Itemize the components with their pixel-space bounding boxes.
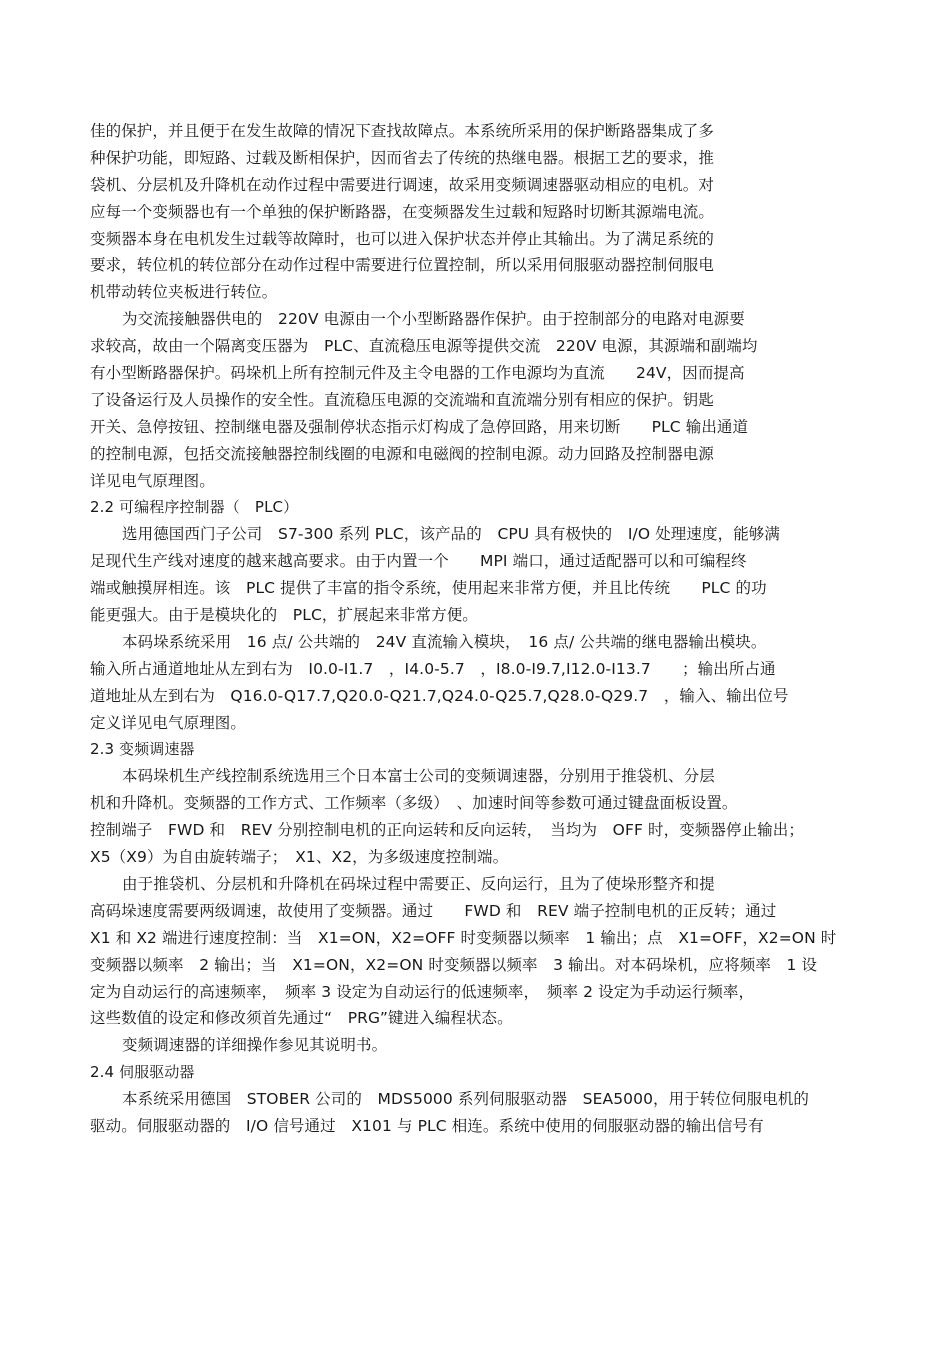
- paragraph-line: 本码垛机生产线控制系统选用三个日本富士公司的变频调速器，分别用于推袋机、分层: [122, 767, 715, 786]
- paragraph-line: 定义详见电气原理图。: [90, 713, 247, 732]
- paragraph-line: 了设备运行及人员操作的安全性。直流稳压电源的交流端和直流端分别有相应的保护。钥匙: [90, 390, 715, 409]
- paragraph-line: 应每一个变频器也有一个单独的保护断路器，在变频器发生过载和短路时切断其源端电流。: [90, 202, 715, 221]
- section-heading: 2.3 变频调速器: [90, 740, 195, 759]
- paragraph-line: 选用德国西门子公司 S7-300 系列 PLC，该产品的 CPU 具有极快的 I/O 处理速度，能够满: [122, 525, 781, 544]
- paragraph-line: 变频调速器的详细操作参见其说明书。: [122, 1036, 388, 1055]
- paragraph-line: 高码垛速度需要两级调速，故使用了变频器。通过 FWD 和 REV 端子控制电机的正反转；通过: [90, 901, 777, 920]
- paragraph-line: 机和升降机。变频器的工作方式、工作频率（多级） 、加速时间等参数可通过键盘面板设置。: [90, 794, 738, 813]
- paragraph-line: 机带动转位夹板进行转位。: [90, 283, 278, 302]
- paragraph-line: 输入所占通道地址从左到右为 I0.0-I1.7 ，I4.0-5.7 ，I8.0-I9.7,I12.0-I13.7 ；输出所占通: [90, 659, 776, 678]
- paragraph-line: 详见电气原理图。: [90, 471, 215, 490]
- paragraph-line: 能更强大。由于是模块化的 PLC，扩展起来非常方便。: [90, 606, 478, 625]
- paragraph-line: X5（X9）为自由旋转端子； X1、X2，为多级速度控制端。: [90, 848, 509, 867]
- paragraph-line: 端或触摸屏相连。该 PLC 提供了丰富的指令系统，使用起来非常方便，并且比传统 PLC 的功: [90, 579, 767, 598]
- paragraph-line: X1 和 X2 端进行速度控制：当 X1=ON，X2=OFF 时变频器以频率 1 输出；点 X1=OFF，X2=ON 时: [90, 928, 837, 947]
- paragraph-line: 为交流接触器供电的 220V 电源由一个小型断路器作保护。由于控制部分的电路对电源要: [122, 310, 745, 329]
- paragraph-line: 佳的保护，并且便于在发生故障的情况下查找故障点。本系统所采用的保护断路器集成了多: [90, 122, 715, 140]
- paragraph-line: 求较高，故由一个隔离变压器为 PLC、直流稳压电源等提供交流 220V 电源，其源端和副端均: [90, 337, 758, 356]
- paragraph-line: 种保护功能，即短路、过载及断相保护，因而省去了传统的热继电器。根据工艺的要求，推: [90, 148, 715, 167]
- paragraph-line: 的控制电源，包括交流接触器控制线圈的电源和电磁阀的控制电源。动力回路及控制器电源: [90, 444, 715, 463]
- paragraph-line: 由于推袋机、分层机和升降机在码垛过程中需要正、反向运行，且为了使垛形整齐和提: [122, 874, 715, 893]
- paragraph-line: 要求，转位机的转位部分在动作过程中需要进行位置控制，所以采用伺服驱动器控制伺服电: [90, 256, 715, 275]
- paragraph-line: 足现代生产线对速度的越来越高要求。由于内置一个 MPI 端口，通过适配器可以和可编程终: [90, 552, 747, 571]
- section-heading: 2.2 可编程序控制器（ PLC）: [90, 498, 299, 517]
- paragraph-line: 定为自动运行的高速频率， 频率 3 设定为自动运行的低速频率， 频率 2 设定为手动运行频率，: [90, 982, 755, 1001]
- paragraph-line: 道地址从左到右为 Q16.0-Q17.7,Q20.0-Q21.7,Q24.0-Q25.7,Q28.0-Q29.7 ，输入、输出位号: [90, 686, 789, 705]
- paragraph-line: 本系统采用德国 STOBER 公司的 MDS5000 系列伺服驱动器 SEA5000，用于转位伺服电机的: [122, 1090, 810, 1109]
- paragraph-line: 这些数值的设定和修改须首先通过“ PRG”键进入编程状态。: [90, 1009, 513, 1028]
- paragraph-line: 控制端子 FWD 和 REV 分别控制电机的正向运转和反向运转， 当均为 OFF 时，变频器停止输出；: [90, 821, 805, 840]
- paragraph-line: 开关、急停按钮、控制继电器及强制停状态指示灯构成了急停回路，用来切断 PLC 输出通道: [90, 417, 749, 436]
- section-heading: 2.4 伺服驱动器: [90, 1063, 195, 1082]
- paragraph-line: 驱动。伺服驱动器的 I/O 信号通过 X101 与 PLC 相连。系统中使用的伺服驱动器的输出信号有: [90, 1116, 764, 1135]
- paragraph-line: 有小型断路器保护。码垛机上所有控制元件及主令电器的工作电源均为直流 24V，因而提高: [90, 364, 745, 383]
- paragraph-line: 变频器本身在电机发生过载等故障时，也可以进入保护状态并停止其输出。为了满足系统的: [90, 229, 715, 248]
- paragraph-line: 变频器以频率 2 输出；当 X1=ON，X2=ON 时变频器以频率 3 输出。对本码垛机，应将频率 1 设: [90, 955, 818, 974]
- paragraph-line: 本码垛系统采用 16 点/ 公共端的 24V 直流输入模块， 16 点/ 公共端的继电器输出模块。: [122, 632, 767, 651]
- document-body: [90, 118, 862, 1140]
- paragraph-line: 袋机、分层机及升降机在动作过程中需要进行调速，故采用变频调速器驱动相应的电机。对: [90, 175, 715, 194]
